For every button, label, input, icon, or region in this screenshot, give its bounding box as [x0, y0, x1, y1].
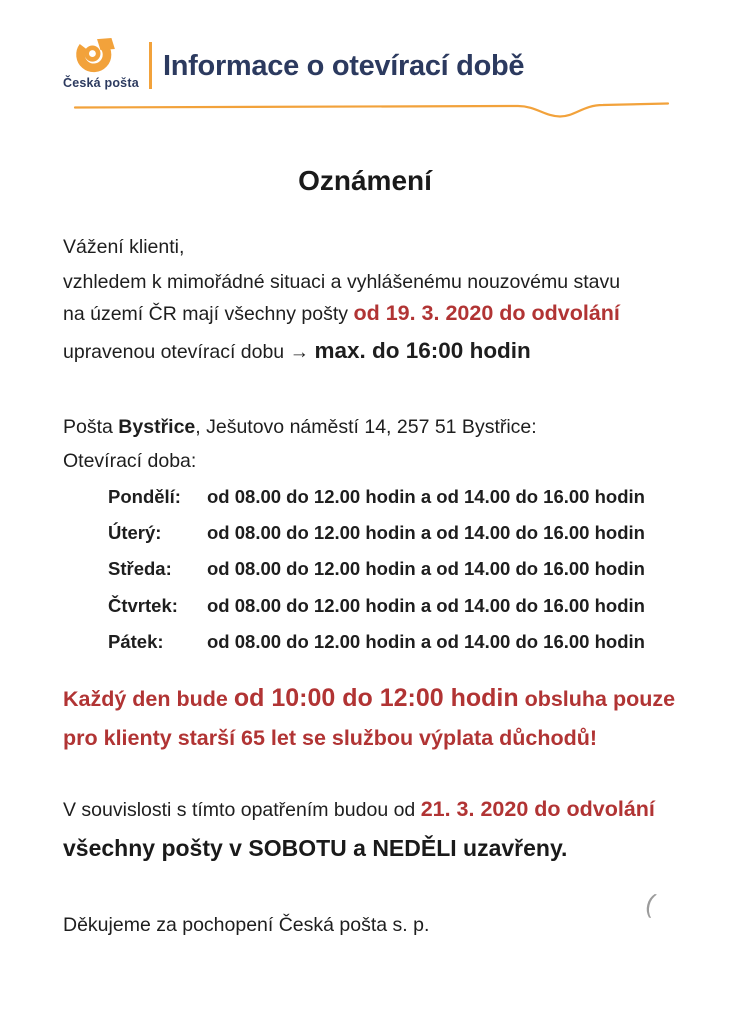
- intro-line-3: [63, 338, 531, 364]
- closure-line-1: [63, 797, 655, 822]
- page-title: Informace o otevírací době: [163, 50, 525, 82]
- day-label: Středa:: [108, 558, 172, 579]
- thanks-line: Děkujeme za pochopení Česká pošta s. p.: [63, 914, 430, 936]
- office-address: , Ješutovo náměstí 14, 257 51 Bystřice:: [195, 416, 537, 438]
- senior-notice-suffix: obsluha pouze: [518, 687, 676, 711]
- intro-line-2-text: na území ČR mají všechny pošty: [63, 303, 354, 325]
- intro-line-3-text: upravenou otevírací dobu →: [63, 341, 315, 363]
- day-label: Pátek:: [108, 631, 164, 652]
- hours-label: Otevírací doba:: [63, 450, 197, 472]
- senior-notice-line-1: [63, 684, 675, 713]
- closure-date-emphasis: 21. 3. 2020 do odvolání: [420, 797, 655, 821]
- header-divider: [149, 42, 152, 89]
- office-prefix: Pošta: [63, 416, 119, 438]
- scan-artifact: (: [642, 887, 659, 919]
- hours-row-monday: [108, 486, 645, 508]
- day-hours: od 08.00 do 12.00 hodin a od 14.00 do 16.00 hodin: [207, 486, 645, 507]
- hours-row-tuesday: [108, 522, 645, 544]
- max-hours-emphasis: max. do 16:00 hodin: [314, 338, 531, 363]
- office-name: Bystřice: [118, 416, 196, 438]
- day-hours: od 08.00 do 12.00 hodin a od 14.00 do 16.00 hodin: [207, 595, 645, 616]
- closure-line-2: všechny pošty v SOBOTU a NEDĚLI uzavřeny.: [63, 835, 568, 861]
- intro-line-2: [63, 301, 620, 326]
- senior-notice-prefix: Každý den bude: [63, 687, 234, 711]
- salutation: Vážení klienti,: [63, 236, 185, 258]
- day-hours: od 08.00 do 12.00 hodin a od 14.00 do 16.00 hodin: [207, 522, 645, 543]
- closure-prefix: V souvislosti s tímto opatřením budou od: [63, 799, 421, 821]
- effective-date-emphasis: od 19. 3. 2020 do odvolání: [353, 301, 620, 325]
- notice-heading: Oznámení: [298, 165, 432, 196]
- day-hours: od 08.00 do 12.00 hodin a od 14.00 do 16.00 hodin: [207, 631, 645, 652]
- senior-notice-line-2: pro klienty starší 65 let se službou výplata důchodů!: [63, 726, 598, 750]
- hours-row-thursday: [108, 595, 645, 617]
- day-label: Pondělí:: [108, 486, 181, 507]
- decorative-rule: [0, 96, 730, 122]
- day-hours: od 08.00 do 12.00 hodin a od 14.00 do 16.00 hodin: [207, 558, 645, 579]
- hours-row-wednesday: [108, 558, 645, 580]
- intro-line-1: vzhledem k mimořádné situaci a vyhlášenému nouzovému stavu: [63, 271, 621, 293]
- day-label: Úterý:: [108, 522, 162, 543]
- brand-name: Česká pošta: [63, 76, 139, 90]
- post-horn-icon: [64, 38, 122, 76]
- senior-hours-emphasis: od 10:00 do 12:00 hodin: [233, 684, 519, 712]
- office-address-line: [63, 416, 537, 439]
- day-label: Čtvrtek:: [108, 595, 178, 616]
- hours-row-friday: [108, 631, 645, 653]
